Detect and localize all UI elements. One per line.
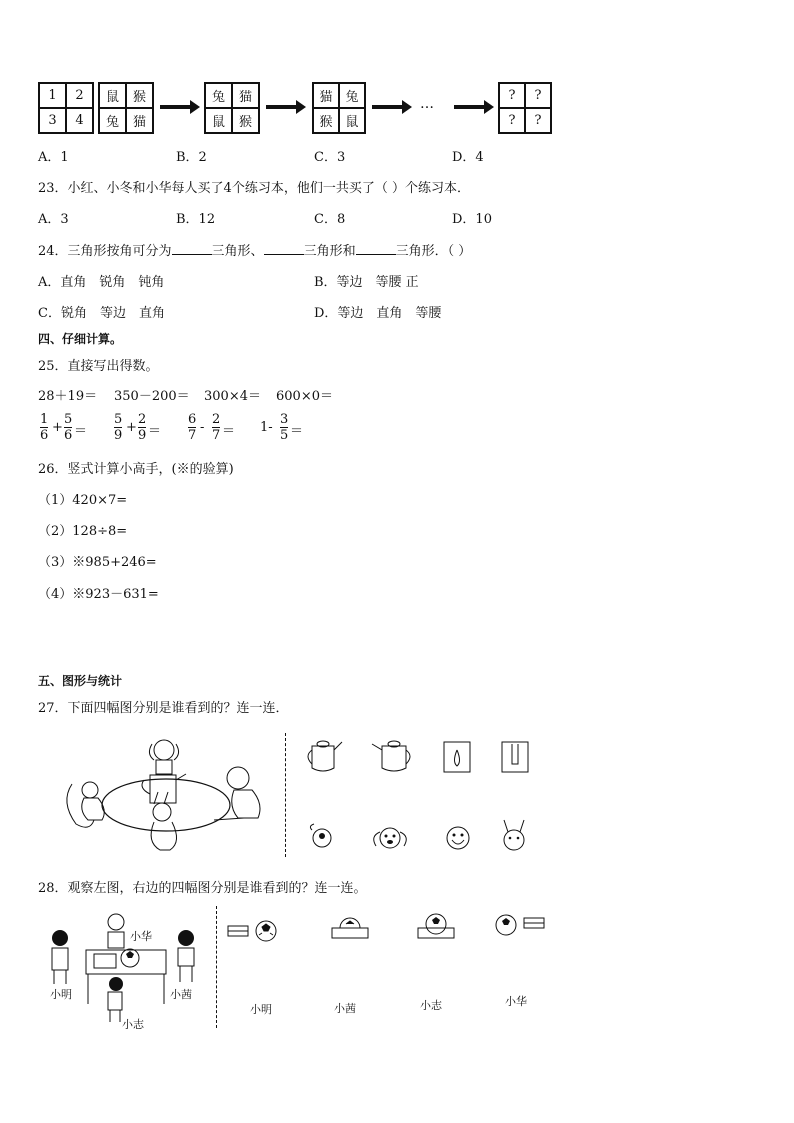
calc-item: 300×4＝ (204, 389, 261, 404)
scene-label-xiaohua: 小华 (130, 930, 152, 943)
teapot-view-3 (440, 736, 474, 778)
grid-cell: 鼠 (205, 108, 232, 133)
divider (216, 906, 217, 1028)
grid-cell: ? (499, 108, 525, 133)
view-label: 小志 (420, 999, 442, 1012)
calc-item: 350－200＝ (114, 389, 190, 404)
grid-cell: 兔 (205, 83, 232, 108)
arrow-icon (454, 105, 486, 109)
view-ball-box (492, 912, 548, 938)
question-26: 26．竖式计算小高手，(※的验算) (38, 462, 234, 477)
grid-c (312, 82, 366, 134)
calc-item: （4）※923－631= (38, 587, 159, 602)
question-28: 28．观察左图，右边的四幅图分别是谁看到的？连一连。 (38, 881, 367, 896)
view-label: 小茜 (334, 1002, 356, 1015)
stem-part: 三角形和 (303, 244, 356, 259)
grid-b (204, 82, 260, 134)
divider (285, 733, 286, 857)
grid-cell: 猫 (232, 83, 259, 108)
dog-face-icon (370, 820, 410, 854)
view-label: 小华 (505, 995, 527, 1008)
option-c: C．8 (314, 212, 346, 227)
scene-label-xiaoming: 小明 (50, 988, 72, 1001)
option-a: A．直角 锐角 钝角 (38, 275, 165, 290)
grid-start (38, 82, 94, 134)
grid-cell: 1 (39, 83, 66, 108)
option-b: B．12 (176, 212, 216, 227)
grid-cell: 猴 (126, 83, 153, 108)
rabbit-face-icon (498, 818, 530, 854)
ellipsis: … (420, 96, 434, 112)
grid-cell: 2 (66, 83, 93, 108)
calc-item: （1）420×7= (38, 493, 128, 508)
answer-blank[interactable] (264, 243, 304, 255)
stem-part: 三角形．（ ） (395, 244, 472, 259)
option-d: D．等边 直角 等腰 (314, 306, 442, 321)
grid-cell: 4 (66, 108, 93, 133)
calc-item: （2）128÷8= (38, 524, 128, 539)
section-heading-5: 五、图形与统计 (38, 674, 123, 688)
option-c: C．锐角 等边 直角 (38, 306, 165, 321)
grid-cell: 猫 (313, 83, 339, 108)
option-b: B．等边 等腰 正 (314, 275, 419, 290)
option-c: C．3 (314, 150, 346, 165)
grid-cell: 兔 (99, 108, 126, 133)
grid-a (98, 82, 154, 134)
teapot-view-4 (498, 736, 532, 778)
squirrel-face-icon (306, 822, 336, 852)
answer-blank[interactable] (172, 243, 212, 255)
grid-cell: ? (499, 83, 525, 108)
monkey-face-icon (442, 822, 474, 854)
grid-cell: ? (525, 108, 551, 133)
scene-label-xiaozhi: 小志 (122, 1018, 144, 1031)
teapot-view-1 (302, 736, 344, 778)
grid-cell: 鼠 (339, 108, 365, 133)
view-box-ball (226, 918, 282, 944)
grid-question (498, 82, 552, 134)
desk-scene-illustration (42, 910, 212, 1030)
stem-part: 24．三角形按角可分为 (38, 244, 172, 259)
section-heading-4: 四、仔细计算。 (38, 332, 123, 346)
calc-item: 600×0＝ (276, 389, 333, 404)
calc-item: （3）※985+246= (38, 555, 157, 570)
grid-cell: 3 (39, 108, 66, 133)
grid-cell: ? (525, 83, 551, 108)
question-23: 23．小红、小冬和小华每人买了4个练习本，他们一共买了（ ）个练习本． (38, 181, 470, 196)
option-b: B．2 (176, 150, 207, 165)
option-a: A．1 (38, 150, 69, 165)
grid-cell: 兔 (339, 83, 365, 108)
option-a: A．3 (38, 212, 69, 227)
arrow-icon (160, 105, 192, 109)
question-25: 25．直接写出得数。 (38, 359, 159, 374)
grid-cell: 猫 (126, 108, 153, 133)
view-ball-on-box (416, 912, 456, 942)
option-d: D．4 (452, 150, 484, 165)
calc-item: 28＋19＝ (38, 389, 98, 404)
grid-cell: 猴 (232, 108, 259, 133)
view-label: 小明 (250, 1003, 272, 1016)
stem-part: 三角形、 (211, 244, 264, 259)
arrow-icon (266, 105, 298, 109)
question-27: 27．下面四幅图分别是谁看到的？连一连． (38, 701, 289, 716)
arrow-icon (372, 105, 404, 109)
option-d: D．10 (452, 212, 492, 227)
question-24 (38, 240, 471, 259)
table-scene-illustration (38, 730, 278, 860)
answer-blank[interactable] (356, 243, 396, 255)
grid-cell: 鼠 (99, 83, 126, 108)
grid-cell: 猴 (313, 108, 339, 133)
teapot-view-2 (368, 736, 420, 778)
view-ball-behind-box (330, 914, 370, 942)
scene-label-xiaoqian: 小茜 (170, 988, 192, 1001)
